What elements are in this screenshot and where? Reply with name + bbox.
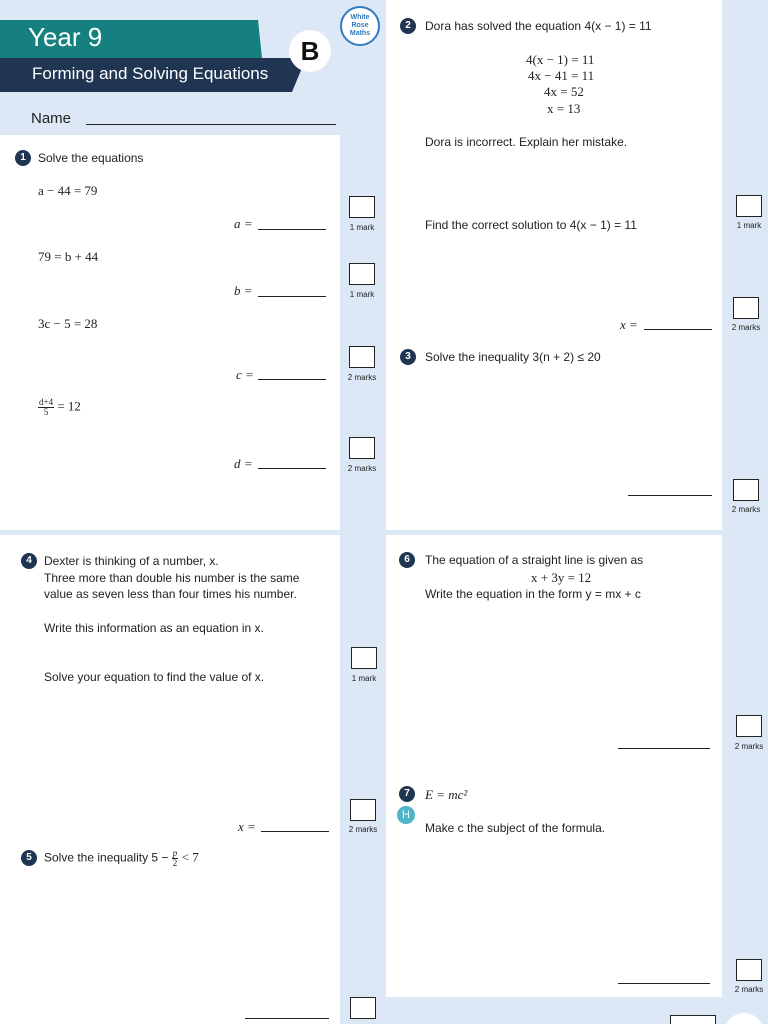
q7-equation: E = mc²: [425, 787, 468, 802]
q1-answer-label-d: d =: [234, 456, 253, 471]
q4-solve-prompt: Solve your equation to find the value of x.: [44, 670, 265, 684]
q2-working-line-4: x = 13: [547, 101, 581, 116]
q4-solve-mark-box: [350, 799, 376, 821]
year-title: Year 9: [28, 22, 103, 52]
q7-answer-line[interactable]: [618, 983, 710, 984]
q1-answer-label-a: a =: [234, 216, 253, 231]
q6-marks: 2 marks: [734, 742, 764, 751]
q2-find-prompt: Find the correct solution to 4(x − 1) = 11: [425, 218, 637, 232]
q1-equation-a: a − 44 = 79: [38, 183, 98, 198]
q1-mark-box-d: [349, 437, 375, 459]
topic-title: Forming and Solving Equations: [32, 64, 269, 83]
q4-line-2: Three more than double his number is the same: [44, 571, 300, 585]
q2-working-line-2: 4x − 41 = 11: [528, 68, 595, 83]
next-page-box: [670, 1015, 716, 1024]
question-4-number: 4: [21, 553, 37, 569]
version-badge: [289, 30, 331, 72]
q1-marks-c: 2 marks: [347, 373, 377, 382]
q1-mark-box-c: [349, 346, 375, 368]
q4-write-prompt: Write this information as an equation in x.: [44, 621, 264, 635]
question-3-prompt: Solve the inequality 3(n + 2) ≤ 20: [425, 350, 601, 364]
q6-mark-box: [736, 715, 762, 737]
panel-right-bottom: [386, 535, 722, 997]
q2-working-line-1: 4(x − 1) = 11: [526, 52, 595, 67]
q1-equation-d: [38, 398, 81, 417]
question-1-prompt: Solve the equations: [38, 151, 144, 165]
q1-answer-line-c[interactable]: [258, 379, 326, 380]
name-label: Name: [31, 110, 72, 127]
name-field-line[interactable]: [86, 124, 336, 125]
question-5-number: 5: [21, 850, 37, 866]
q1-equation-c: 3c − 5 = 28: [38, 316, 98, 331]
question-7-number: 7: [399, 786, 415, 802]
q1-answer-line-b[interactable]: [258, 296, 326, 297]
q2-find-mark-box: [733, 297, 759, 319]
q1-d-denominator: 5: [43, 407, 49, 417]
q2-working-line-3: 4x = 52: [544, 84, 584, 99]
question-1-number: 1: [15, 150, 31, 166]
q2-answer-line[interactable]: [644, 329, 712, 330]
logo-line-2: Rose: [351, 22, 369, 29]
question-2-number: 2: [400, 18, 416, 34]
q4-answer-label: x =: [238, 819, 256, 834]
q5-mark-box: [350, 997, 376, 1019]
q4-write-mark-box: [351, 647, 377, 669]
q1-mark-box-b: [349, 263, 375, 285]
higher-tier-badge: [397, 806, 415, 824]
q1-answer-line-a[interactable]: [258, 229, 326, 230]
higher-tier-letter: H: [402, 809, 410, 821]
question-6-number: 6: [399, 552, 415, 568]
q2-find-marks: 2 marks: [731, 323, 761, 332]
q2-explain-mark-box: [736, 195, 762, 217]
q1-d-rhs: = 12: [57, 398, 81, 414]
q1-marks-b: 1 mark: [349, 290, 375, 299]
q5-answer-line[interactable]: [245, 1018, 329, 1019]
q4-write-marks: 1 mark: [351, 674, 377, 683]
logo-line-3: Maths: [349, 30, 371, 37]
q2-explain-prompt: Dora is incorrect. Explain her mistake.: [425, 135, 628, 149]
q3-marks: 2 marks: [731, 505, 761, 514]
panel-left-bottom: [0, 535, 340, 1024]
q1-marks-d: 2 marks: [347, 464, 377, 473]
q7-marks: 2 marks: [734, 985, 764, 994]
q3-mark-box: [733, 479, 759, 501]
next-page-badge: [724, 1013, 764, 1024]
question-2-prompt: Dora has solved the equation 4(x − 1) = 11: [425, 19, 652, 33]
q6-answer-line[interactable]: [618, 748, 710, 749]
q1-answer-line-d[interactable]: [258, 468, 326, 469]
q1-mark-box-a: [349, 196, 375, 218]
q6-equation: x + 3y = 12: [531, 570, 592, 585]
q1-answer-label-c: c =: [236, 367, 254, 382]
white-rose-logo: [340, 6, 380, 46]
version-letter: B: [300, 36, 320, 66]
q5-frac-denominator: 2: [172, 858, 178, 868]
q1-answer-label-b: b =: [234, 283, 253, 298]
q6-write-prompt: Write the equation in the form y = mx + c: [425, 587, 641, 601]
q5-prompt-start: Solve the inequality 5 −: [44, 850, 169, 865]
q4-line-3: value as seven less than four times his number.: [44, 587, 297, 601]
question-3-number: 3: [400, 349, 416, 365]
q4-answer-line[interactable]: [261, 831, 329, 832]
q1-d-numerator: d+4: [39, 397, 54, 407]
q5-frac-numerator: p: [172, 848, 178, 858]
q2-answer-label: x =: [620, 317, 638, 332]
q5-prompt-end: < 7: [181, 849, 199, 865]
logo-line-1: White: [350, 14, 370, 21]
q1-equation-b: 79 = b + 44: [38, 249, 99, 264]
question-5-prompt: [44, 849, 199, 868]
q7-mark-box: [736, 959, 762, 981]
q3-answer-line[interactable]: [628, 495, 712, 496]
q7-prompt: Make c the subject of the formula.: [425, 821, 606, 835]
q4-solve-marks: 2 marks: [348, 825, 378, 834]
q1-marks-a: 1 mark: [349, 223, 375, 232]
q2-explain-marks: 1 mark: [736, 221, 762, 230]
q4-line-1: Dexter is thinking of a number, x.: [44, 554, 219, 568]
question-6-prompt: The equation of a straight line is given as: [425, 553, 644, 567]
